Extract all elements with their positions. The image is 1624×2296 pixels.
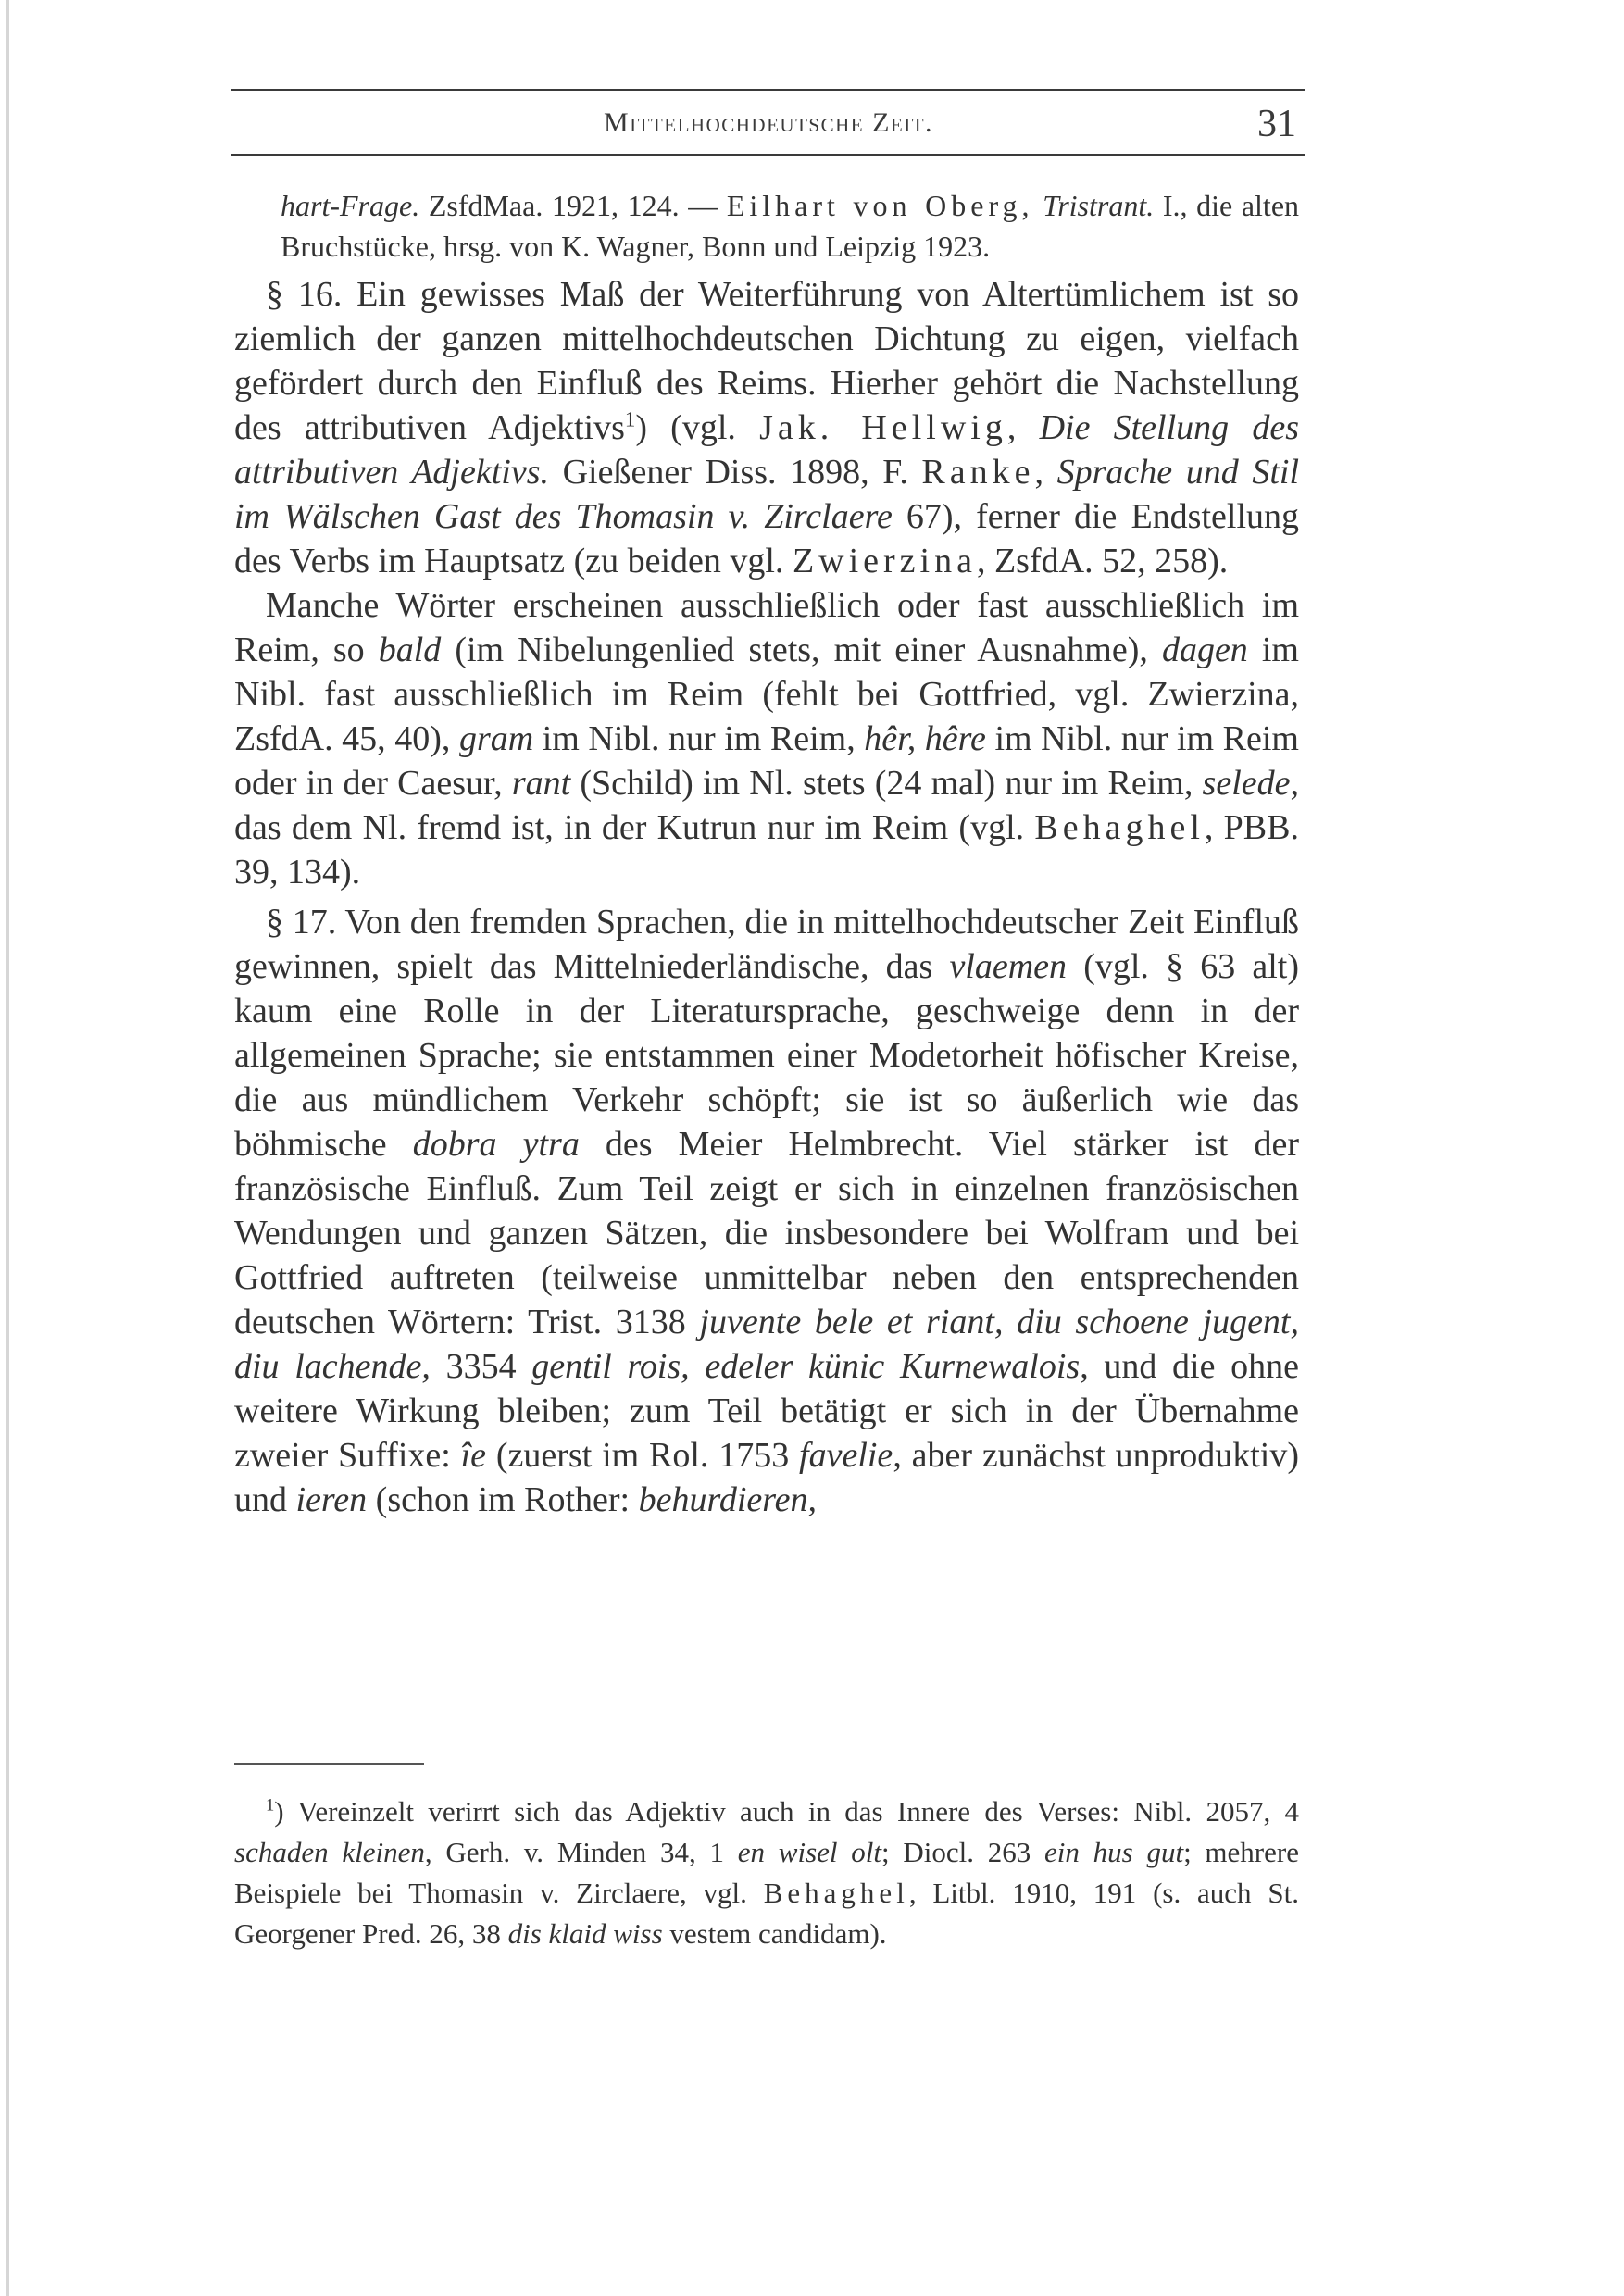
section-16-paragraph bbox=[234, 272, 1299, 583]
footnote-ref[interactable]: 1 bbox=[624, 407, 636, 431]
text-run: (im Nibelungenlied stets, mit einer Ausnahme), bbox=[441, 630, 1162, 669]
text-run: , ZsfdA. 52, 258). bbox=[976, 542, 1229, 580]
text-run: ) Vereinzelt verirrt sich das Adjektiv auch in das Innere des Verses: Nibl. 2057, 4 bbox=[274, 1795, 1299, 1828]
text-run: , und die ohne weitere Wirkung bleiben; zum Teil betätigt er sich in der Übernahme zweier Suffixe: bbox=[234, 1347, 1300, 1475]
italic-word: dagen bbox=[1161, 630, 1248, 669]
text-run: 3354 bbox=[430, 1347, 532, 1386]
running-title: Mittelhochdeutsche Zeit. bbox=[603, 107, 934, 138]
author-name: Ranke bbox=[921, 453, 1035, 492]
section-16-paragraph-2 bbox=[234, 583, 1299, 894]
text-run: , bbox=[1034, 453, 1057, 492]
text-run: Gießener Diss. 1898, F. bbox=[549, 453, 922, 492]
italic-title: Die Stellung des attributiven Adjektivs. bbox=[234, 408, 1300, 492]
main-text bbox=[234, 185, 1299, 1522]
text-run: im Nibl. nur im Reim, bbox=[533, 719, 865, 758]
footnotes bbox=[234, 1791, 1299, 1954]
running-head bbox=[231, 102, 1305, 148]
text-run: ; mehrere Beispiele bei Thomasin v. Zirclaere, vgl. bbox=[234, 1836, 1299, 1909]
italic-word: favelie bbox=[799, 1436, 893, 1475]
italic-word: dis klaid wiss bbox=[507, 1917, 663, 1950]
italic-title: Tristrant. bbox=[1033, 189, 1155, 222]
italic-word: dobra ytra bbox=[412, 1125, 580, 1164]
italic-quote: gentil rois, edeler künic Kurnewalois bbox=[531, 1347, 1081, 1386]
author-name: Behaghel bbox=[763, 1877, 909, 1909]
text-run: ; Diocl. 263 bbox=[881, 1836, 1044, 1868]
author-name: Jak. Hellwig bbox=[759, 408, 1007, 447]
italic-word: bald bbox=[378, 630, 442, 669]
text-run: , PBB. 39, 134). bbox=[234, 808, 1299, 892]
italic-word: selede bbox=[1202, 764, 1291, 803]
text-run: des Meier Helmbrecht. Viel stärker ist der französische Einfluß. Zum Teil zeigt er sich in einzelnen französischen Wendungen und ganzen Sätzen, die insbesondere bei Wolfram und bei Gottfried auftreten (teilweise unmittelbar neben den entsprechenden deutschen Wörtern: Trist. 3138 bbox=[234, 1125, 1299, 1341]
author-name: Eilhart von Oberg, bbox=[726, 189, 1034, 222]
text-run: , bbox=[1006, 408, 1040, 447]
italic-word: behurdieren, bbox=[638, 1480, 817, 1519]
text-run: (schon im Rother: bbox=[367, 1480, 639, 1519]
italic-word: îe bbox=[460, 1436, 487, 1475]
section-17-paragraph bbox=[234, 900, 1299, 1522]
italic-word: rant bbox=[511, 764, 571, 803]
italic-title: Sprache und Stil im Wälschen Gast des Thomasin v. Zirclaere bbox=[234, 453, 1300, 536]
text-run: , das dem Nl. fremd ist, in der Kutrun nur im Reim (vgl. bbox=[234, 764, 1299, 847]
text-run: (vgl. § 63 alt) kaum eine Rolle in der Literatursprache, geschweige denn in der allgemeinen Sprache; sie entstammen einer Modetorheit höfischer Kreise, die aus mündlichem Verkehr schöpft; sie ist so äußerlich wie das böhmische bbox=[234, 947, 1299, 1164]
text-run: (zuerst im Rol. 1753 bbox=[486, 1436, 800, 1475]
author-name: Zwierzina bbox=[792, 542, 977, 580]
text-run: , Gerh. v. Minden 34, 1 bbox=[424, 1836, 738, 1868]
footnote-1 bbox=[234, 1791, 1299, 1954]
italic-word: ieren bbox=[295, 1480, 368, 1519]
scan-page-edge bbox=[6, 0, 9, 2296]
footnote-separator bbox=[234, 1763, 424, 1765]
text-run: , Litbl. 1910, 191 (s. auch St. Georgener Pred. 26, 38 bbox=[234, 1877, 1299, 1950]
text-run: § 17. Von den fremden Sprachen, die in mittelhochdeutscher Zeit Einfluß gewinnen, spielt das Mittelniederländische, das bbox=[234, 903, 1299, 986]
header-rule-top bbox=[231, 89, 1305, 91]
text-run: I., die alten Bruchstücke, hrsg. von K. Wagner, Bonn und Leipzig 1923. bbox=[281, 189, 1300, 263]
text-run: , aber zunächst unproduktiv) und bbox=[234, 1436, 1300, 1519]
italic-word: en wisel olt bbox=[737, 1836, 881, 1868]
text-run: vestem candidam). bbox=[662, 1917, 887, 1950]
italic-word: gram bbox=[458, 719, 534, 758]
text-run: 67), ferner die Endstellung des Verbs im Hauptsatz (zu beiden vgl. bbox=[234, 497, 1299, 580]
footnote-marker: 1 bbox=[266, 1795, 275, 1816]
text-run: ZsfdMaa. 1921, 124. — bbox=[419, 189, 727, 222]
italic-quote: juvente bele et riant, diu schoene jugent, diu lachende, bbox=[234, 1303, 1299, 1386]
text-run: ) (vgl. bbox=[635, 408, 760, 447]
bibliography-continuation bbox=[234, 185, 1299, 267]
text-run: im Nibl. nur im Reim oder in der Caesur, bbox=[234, 719, 1299, 803]
italic-word: ein hus gut bbox=[1044, 1836, 1184, 1868]
italic-word: schaden kleinen bbox=[234, 1836, 425, 1868]
author-name: Behaghel bbox=[1034, 808, 1205, 847]
text-run: § 16. Ein gewisses Maß der Weiterführung von Altertümlichem ist so ziemlich der ganzen mittelhochdeutschen Dichtung zu eigen, vielfach gefördert durch den Einfluß des Reims. Hierher gehört die Nachstellung des attributiven Adjektivs bbox=[234, 275, 1299, 447]
text-run: im Nibl. fast ausschließlich im Reim (fehlt bei Gottfried, vgl. Zwierzina, ZsfdA. 45, 40), bbox=[234, 630, 1299, 758]
header-rule-bottom bbox=[231, 154, 1305, 156]
italic-word: hêr, hêre bbox=[864, 719, 986, 758]
page-number: 31 bbox=[1257, 103, 1296, 145]
text-run: (Schild) im Nl. stets (24 mal) nur im Reim, bbox=[570, 764, 1203, 803]
text-run: Manche Wörter erscheinen ausschließlich oder fast ausschließlich im Reim, so bbox=[234, 586, 1299, 669]
italic-word: vlaemen bbox=[949, 947, 1068, 986]
italic-title: hart-Frage. bbox=[281, 189, 420, 222]
